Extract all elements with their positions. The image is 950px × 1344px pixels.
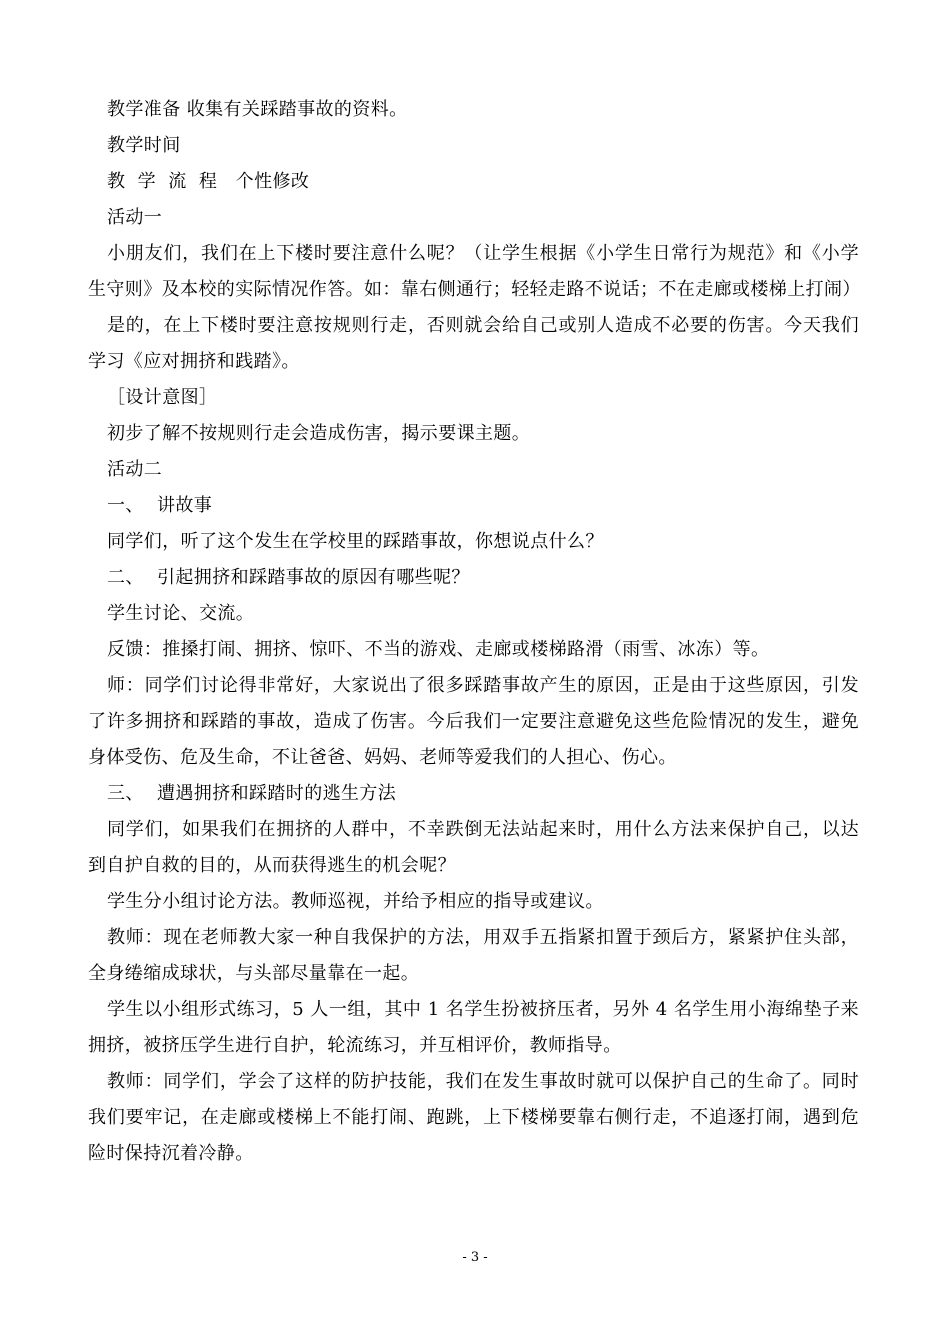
section-heading bbox=[107, 488, 859, 524]
section-number: 二、 bbox=[107, 567, 144, 588]
activity-one-heading: 活动一 bbox=[107, 207, 163, 228]
paragraph-text: 教师：现在老师教大家一种自我保护的方法，用双手五指紧扣置于颈后方，紧紧护住头部，全身绻缩成球状，与头部尽量靠在一起。 bbox=[88, 927, 859, 984]
paragraph: 学生分小组讨论方法。教师巡视，并给予相应的指导或建议。 bbox=[107, 891, 604, 912]
document-body bbox=[88, 92, 861, 1172]
design-intent-heading: ［设计意图］ bbox=[107, 387, 218, 408]
paragraph bbox=[88, 308, 859, 380]
paragraph: 同学们，听了这个发生在学校里的踩踏事故，你想说点什么？ bbox=[107, 531, 604, 552]
paragraph-text: 是的，在上下楼时要注意按规则行走，否则就会给自己或别人造成不必要的伤害。今天我们学习《应对拥挤和践踏》。 bbox=[88, 315, 859, 372]
teaching-flow-header: 教 学 流 程 个性修改 bbox=[107, 171, 310, 192]
paragraph-text: 同学们，如果我们在拥挤的人群中，不幸跌倒无法站起来时，用什么方法来保护自己，以达到自护自救的目的，从而获得逃生的机会呢？ bbox=[88, 819, 859, 876]
activity-two-heading: 活动二 bbox=[107, 459, 163, 480]
section-number: 三、 bbox=[107, 783, 144, 804]
paragraph-text: 小朋友们，我们在上下楼时要注意什么呢？（让学生根据《小学生日常行为规范》和《小学生守则》及本校的实际情况作答。如：靠右侧通行；轻轻走路不说话；不在走廊或楼梯上打闹） bbox=[88, 243, 861, 300]
section-heading bbox=[107, 560, 859, 596]
page-number: - 3 - bbox=[462, 1250, 488, 1265]
paragraph bbox=[88, 236, 859, 308]
paragraph bbox=[88, 668, 859, 776]
paragraph: 学生讨论、交流。 bbox=[107, 603, 255, 624]
paragraph bbox=[88, 812, 859, 884]
paragraph-text: 学生以小组形式练习，5 人一组，其中 1 名学生扮被挤压者，另外 4 名学生用小海绵垫子来拥挤，被挤压学生进行自护，轮流练习，并互相评价，教师指导。 bbox=[88, 999, 859, 1056]
section-heading bbox=[107, 776, 859, 812]
paragraph-text: 师：同学们讨论得非常好，大家说出了很多踩踏事故产生的原因，正是由于这些原因，引发了许多拥挤和踩踏的事故，造成了伤害。今后我们一定要注意避免这些危险情况的发生，避免身体受伤、危及生命，不让爸爸、妈妈、老师等爱我们的人担心、伤心。 bbox=[88, 675, 859, 768]
paragraph bbox=[88, 992, 859, 1064]
paragraph-text: 教师：同学们，学会了这样的防护技能，我们在发生事故时就可以保护自己的生命了。同时我们要牢记，在走廊或楼梯上不能打闹、跑跳，上下楼梯要靠右侧行走，不追逐打闹，遇到危险时保持沉着冷静。 bbox=[88, 1071, 859, 1164]
paragraph: 初步了解不按规则行走会造成伤害，揭示要课主题。 bbox=[107, 423, 531, 444]
paragraph bbox=[88, 1064, 859, 1172]
section-title: 讲故事 bbox=[157, 495, 213, 516]
section-number: 一、 bbox=[107, 495, 144, 516]
teaching-prep: 教学准备 收集有关踩踏事故的资料。 bbox=[107, 99, 408, 120]
teaching-time: 教学时间 bbox=[107, 135, 181, 156]
section-title: 引起拥挤和踩踏事故的原因有哪些呢？ bbox=[157, 567, 470, 588]
paragraph bbox=[88, 920, 859, 992]
section-title: 遭遇拥挤和踩踏时的逃生方法 bbox=[157, 783, 397, 804]
paragraph: 反馈：推搡打闹、拥挤、惊吓、不当的游戏、走廊或楼梯路滑（雨雪、冰冻）等。 bbox=[107, 639, 770, 660]
